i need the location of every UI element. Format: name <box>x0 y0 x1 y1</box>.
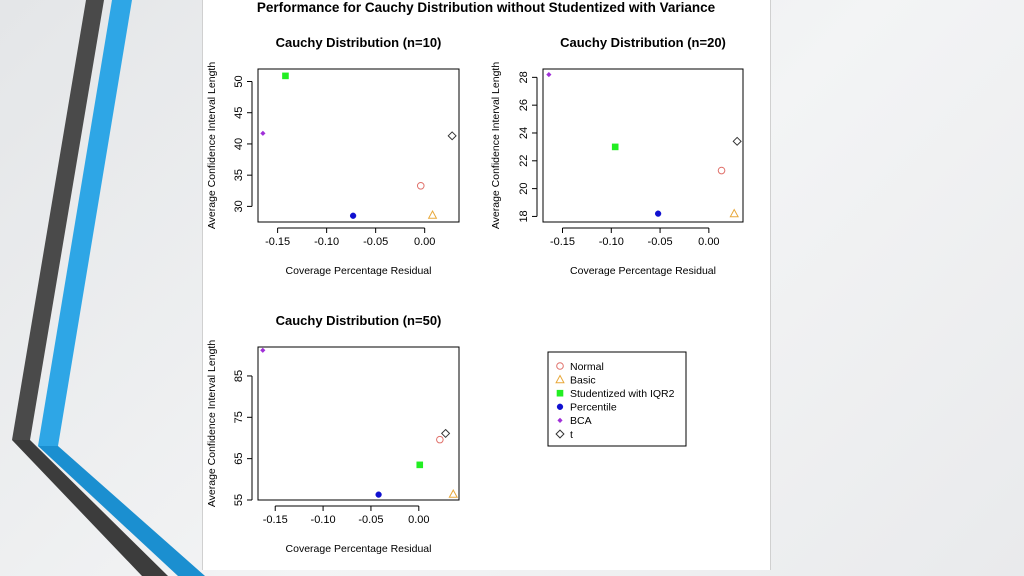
data-point-percentile <box>350 213 356 219</box>
chart-title: Cauchy Distribution (n=10) <box>275 35 442 50</box>
x-tick-label: 0.00 <box>408 514 430 526</box>
plot-frame <box>258 69 459 222</box>
data-point-bca <box>260 348 265 353</box>
y-tick-label: 75 <box>233 411 245 424</box>
x-tick-label: -0.05 <box>363 236 389 248</box>
x-tick-label: -0.05 <box>358 514 384 526</box>
y-tick-label: 40 <box>233 137 245 151</box>
data-point-studentized-with-iqr2 <box>416 462 423 469</box>
data-point-studentized-with-iqr2 <box>612 144 619 151</box>
y-tick-label: 26 <box>518 99 530 112</box>
y-axis-label: Average Confidence Interval Length <box>206 339 218 508</box>
data-point-normal <box>437 436 444 443</box>
y-tick-label: 45 <box>233 106 245 119</box>
y-axis-label: Average Confidence Interval Length <box>490 61 502 230</box>
x-axis-label: Coverage Percentage Residual <box>570 265 716 277</box>
y-axis-label: Average Confidence Interval Length <box>206 61 218 230</box>
x-axis-label: Coverage Percentage Residual <box>285 543 432 555</box>
chart-title: Cauchy Distribution (n=50) <box>275 313 442 328</box>
figure-title: Performance for Cauchy Distribution without Studentized with Variance <box>256 0 716 15</box>
x-tick-label: -0.10 <box>310 514 336 526</box>
legend-marker-percentile <box>557 404 563 410</box>
figure-canvas <box>203 0 770 570</box>
data-point-normal <box>417 182 424 189</box>
plot-frame <box>543 69 743 222</box>
legend-label: Studentized with IQR2 <box>570 388 675 400</box>
legend-label: Basic <box>570 374 596 387</box>
x-tick-label: -0.10 <box>598 236 624 248</box>
y-tick-label: 18 <box>518 210 530 223</box>
y-tick-label: 50 <box>233 75 245 88</box>
legend <box>548 352 686 446</box>
x-tick-label: -0.10 <box>314 236 340 248</box>
chart-n50 <box>206 313 459 555</box>
data-point-bca <box>546 72 551 77</box>
legend-label: Normal <box>570 360 604 373</box>
data-point-t <box>442 430 450 438</box>
legend-label: BCA <box>570 415 592 428</box>
legend-label: Percentile <box>570 401 617 414</box>
data-point-t <box>733 137 741 145</box>
y-tick-label: 20 <box>518 182 530 195</box>
data-point-percentile <box>655 211 661 217</box>
x-tick-label: -0.05 <box>647 236 673 248</box>
dark-stripe-lower <box>12 440 168 576</box>
chart-n20 <box>490 35 743 277</box>
data-point-normal <box>718 167 725 174</box>
chart-n10 <box>206 35 459 277</box>
data-point-basic <box>449 490 457 497</box>
y-tick-label: 30 <box>233 200 245 213</box>
y-tick-label: 65 <box>233 452 245 465</box>
y-tick-label: 55 <box>233 493 245 507</box>
x-tick-label: -0.15 <box>265 236 291 248</box>
y-tick-label: 35 <box>233 169 245 182</box>
x-axis-label: Coverage Percentage Residual <box>285 265 432 277</box>
data-point-studentized-with-iqr2 <box>282 73 289 80</box>
data-point-basic <box>730 210 738 217</box>
y-tick-label: 24 <box>518 126 530 140</box>
data-point-percentile <box>376 492 382 498</box>
y-tick-label: 28 <box>518 71 530 84</box>
plot-frame <box>258 347 459 500</box>
y-tick-label: 85 <box>233 369 245 383</box>
chart-title: Cauchy Distribution (n=20) <box>560 35 726 50</box>
legend-marker-studentized-with-iqr2 <box>557 390 564 397</box>
data-point-bca <box>260 131 265 136</box>
x-tick-label: 0.00 <box>413 236 436 248</box>
chart-panel <box>202 0 771 570</box>
data-point-basic <box>429 211 437 218</box>
x-tick-label: -0.15 <box>262 514 288 526</box>
legend-label: t <box>570 428 573 441</box>
blue-stripe-lower <box>38 446 205 576</box>
x-tick-label: -0.15 <box>549 236 576 248</box>
data-point-t <box>448 132 456 140</box>
x-tick-label: 0.00 <box>698 236 720 248</box>
y-tick-label: 22 <box>518 154 530 167</box>
